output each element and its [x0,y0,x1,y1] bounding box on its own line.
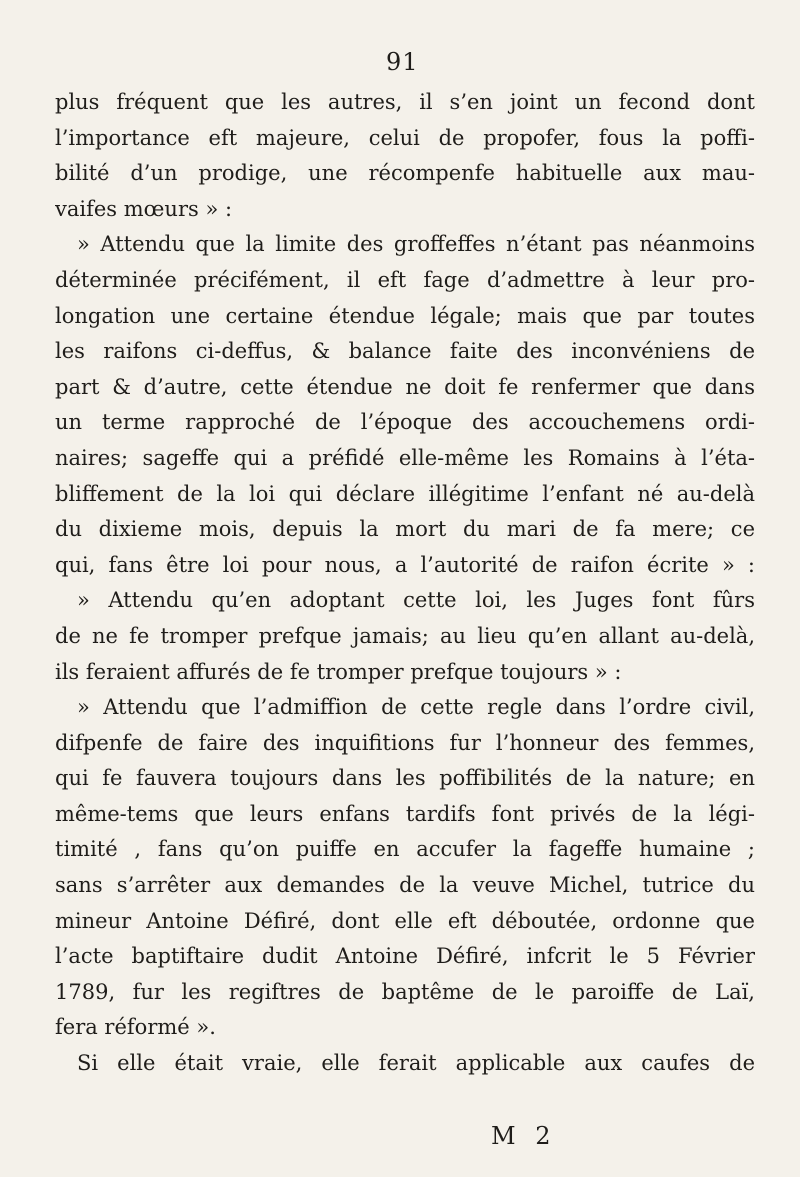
text-line: » Attendu que la limite des groffeffes n’étant pas néanmoins [77,232,755,257]
text-line: vaifes mœurs » : [55,196,233,221]
text-line: part & d’autre, cette étendue ne doit fe renfermer que dans [55,374,755,399]
text-line: bilité d’un prodige, une récompenfe habituelle aux mau- [55,161,755,186]
text-line: bliffement de la loi qui déclare illégitime l’enfant né au-delà [55,481,755,506]
text-line: fera réformé ». [55,1015,216,1040]
page-number: 91 [386,48,419,76]
text-line: naires; sageffe qui a préfidé elle-même les Romains à l’éta- [55,445,755,470]
text-line: » Attendu que l’admiffion de cette regle dans l’ordre civil, [77,695,755,720]
text-line: l’acte baptiftaire dudit Antoine Défiré, infcrit le 5 Février [55,944,755,969]
text-line: déterminée précifément, il eft fage d’admettre à leur pro- [55,267,755,292]
text-line: difpenfe de faire des inquifitions fur l’honneur des femmes, [55,730,755,755]
text-line: un terme rapproché de l’époque des accouchemens ordi- [55,410,755,435]
body-text [55,85,755,1082]
text-line: qui, fans être loi pour nous, a l’autorité de raifon écrite » : [55,552,755,577]
text-line: les raifons ci-deffus, & balance faite des inconvéniens de [55,339,755,364]
text-line: 1789, fur les regiftres de baptême de le paroiffe de Laï, [55,979,755,1004]
text-line: de ne fe tromper prefque jamais; au lieu qu’en allant au-delà, [55,623,755,648]
text-line: l’importance eft majeure, celui de propofer, fous la poffi- [55,125,755,150]
text-line: » Attendu qu’en adoptant cette loi, les Juges font fûrs [77,588,755,613]
text-line: du dixieme mois, depuis la mort du mari de fa mere; ce [55,517,755,542]
text-line: mineur Antoine Défiré, dont elle eft déboutée, ordonne que [55,908,755,933]
text-line: longation une certaine étendue légale; mais que par toutes [55,303,755,328]
text-line: Si elle était vraie, elle ferait applicable aux caufes de [77,1051,755,1076]
text-line: sans s’arrêter aux demandes de la veuve Michel, tutrice du [55,873,755,898]
text-line: qui fe fauvera toujours dans les poffibilités de la nature; en [55,766,755,791]
signature-mark: M 2 [491,1122,557,1150]
text-line: même-tems que leurs enfans tardifs font privés de la légi- [55,801,755,826]
text-line: plus fréquent que les autres, il s’en joint un fecond dont [55,90,755,114]
text-line: timité , fans qu’on puiffe en accufer la fageffe humaine ; [55,837,755,862]
text-line: ils feraient affurés de fe tromper prefque toujours » : [55,659,622,684]
